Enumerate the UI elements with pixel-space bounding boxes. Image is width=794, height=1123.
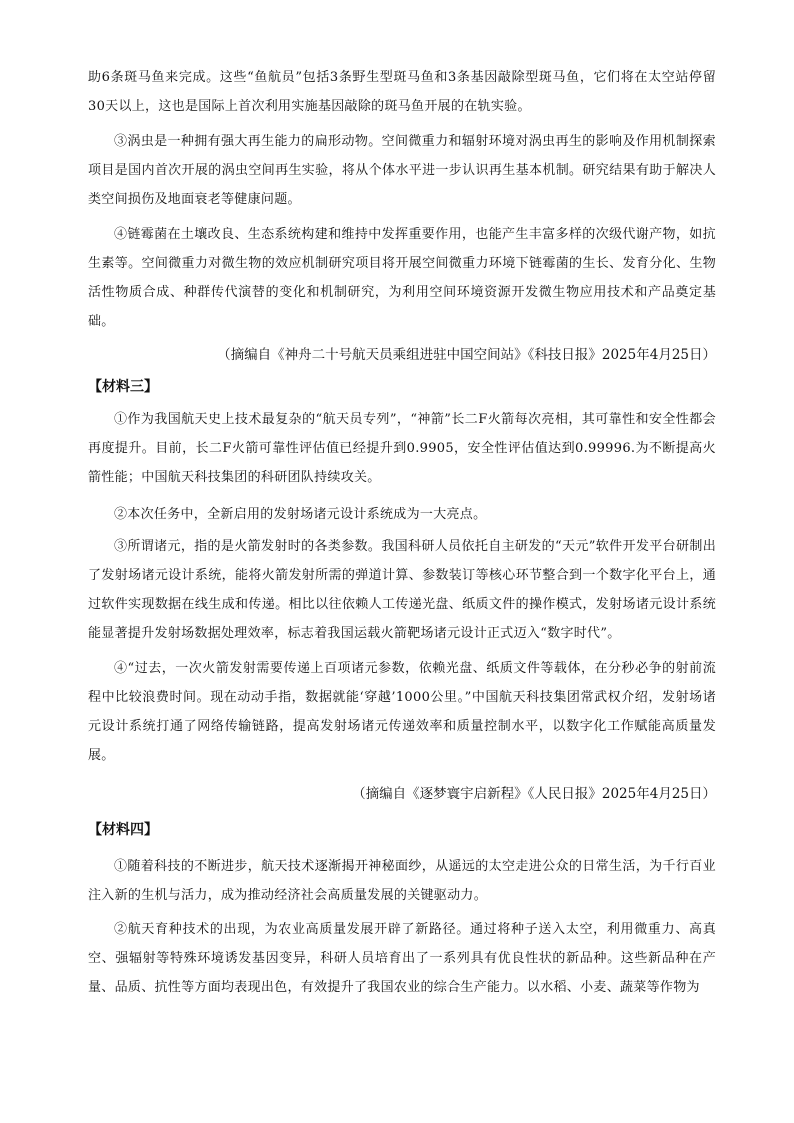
material3-paragraph-1: ①作为我国航天史上技术最复杂的“航天员专列”，“神箭”长二F火箭每次亮相，其可靠性和安全性都会再度提升。目前，长二F火箭可靠性评估值已经提升到0.9905，安全性评估值达到0.99996.为不断提高火箭性能；中国航天科技集团的科研团队持续攻关。 — [88, 412, 716, 485]
material3-heading: 【材料三】 — [88, 379, 158, 395]
material3-paragraph-4: ④“过去，一次火箭发射需要传递上百项诸元参数，依赖光盘、纸质文件等载体，在分秒必争的射前流程中比较浪费时间。现在动动手指，数据就能‘穿越’1000公里。”中国航天科技集团常武权介绍，发射场诸元设计系统打通了网络传输链路，提高发射场诸元传递效率和质量控制水平，以数字化工作赋能高质量发展。 — [88, 661, 716, 763]
material2-paragraph-3: ③涡虫是一种拥有强大再生能力的扁形动物。空间微重力和辐射环境对涡虫再生的影响及作用机制探索项目是国内首次开展的涡虫空间再生实验，将从个体水平进一步认识再生基本机制。研究结果有助于解决人类空间损伤及地面衰老等健康问题。 — [88, 134, 716, 207]
material2-paragraph-continued: 助6条斑马鱼来完成。这些“鱼航员”包括3条野生型斑马鱼和3条基因敲除型斑马鱼，它们将在太空站停留30天以上，这也是国际上首次利用实施基因敲除的斑马鱼开展的在轨实验。 — [88, 70, 716, 114]
material3-paragraph-3: ③所谓诸元，指的是火箭发射时的各类参数。我国科研人员依托自主研发的“天元”软件开发平台研制出了发射场诸元设计系统，能将火箭发射所需的弹道计算、参数装订等核心环节整合到一个数字化平台上，通过软件实现数据在线生成和传递。相比以往依赖人工传递光盘、纸质文件的操作模式，发射场诸元设计系统能显著提升发射场数据处理效率，标志着我国运载火箭靶场诸元设计正式迈入“数字时代”。 — [88, 539, 716, 641]
material3-source: （摘编自《逐梦寰宇启新程》《人民日报》2025年4月25日） — [352, 786, 716, 802]
material4-paragraph-2: ②航天育种技术的出现，为农业高质量发展开辟了新路径。通过将种子送入太空，利用微重力、高真空、强辐射等特殊环境诱发基因变异，科研人员培育出了一系列具有优良性状的新品种。这些新品种在产量、品质、抗性等方面均表现出色，有效提升了我国农业的综合生产能力。以水稻、小麦、蔬菜等作物为 — [88, 922, 716, 995]
material4-heading: 【材料四】 — [88, 822, 158, 838]
material2-paragraph-4: ④链霉菌在土壤改良、生态系统构建和维持中发挥重要作用，也能产生丰富多样的次级代谢产物，如抗生素等。空间微重力对微生物的效应机制研究项目将开展空间微重力环境下链霉菌的生长、发育分化、生物活性物质合成、种群传代演替的变化和机制研究，为利用空间环境资源开发微生物应用技术和产品奠定基础。 — [88, 227, 716, 329]
material2-source: （摘编自《神舟二十号航天员乘组进驻中国空间站》《科技日报》2025年4月25日） — [217, 347, 716, 363]
material3-paragraph-2: ②本次任务中，全新启用的发射场诸元设计系统成为一大亮点。 — [114, 507, 487, 522]
material4-paragraph-1: ①随着科技的不断进步，航天技术逐渐揭开神秘面纱，从遥远的太空走进公众的日常生活，为千行百业注入新的生机与活力，成为推动经济社会高质量发展的关键驱动力。 — [88, 859, 716, 903]
